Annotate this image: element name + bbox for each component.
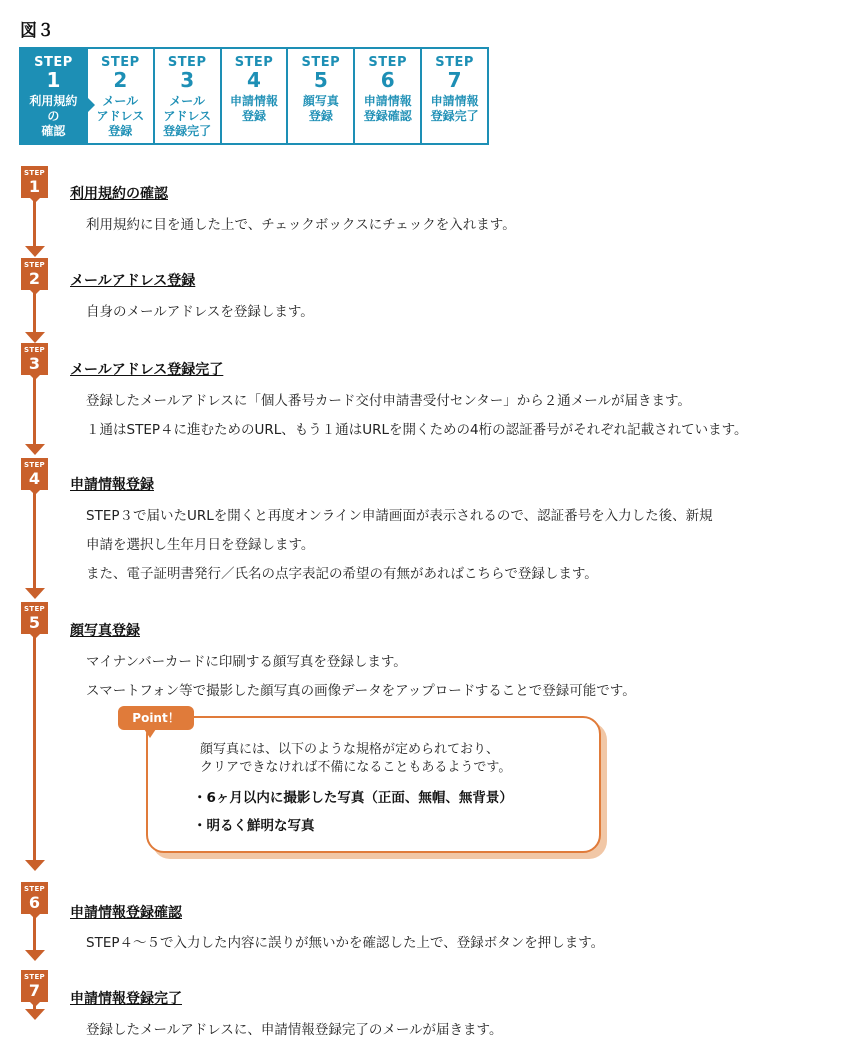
section-text-line: 登録したメールアドレスに「個人番号カード交付申請書受付センター」から２通メールが届きます。 bbox=[86, 393, 691, 409]
section-text-line: 自身のメールアドレスを登録します。 bbox=[86, 304, 314, 320]
section-title-1: 利用規約の確認 bbox=[70, 186, 168, 202]
progress-step-label: STEP bbox=[368, 55, 408, 70]
progress-step-4 bbox=[222, 49, 289, 143]
progress-step-number: 4 bbox=[247, 68, 261, 92]
progress-step-number: 7 bbox=[447, 68, 462, 92]
progress-step-3 bbox=[155, 49, 222, 143]
section-text-line: また、電子証明書発行／氏名の点字表記の希望の有無があればこちらで登録します。 bbox=[86, 566, 598, 582]
section-text-line: スマートフォン等で撮影した顔写真の画像データをアップロードすることで登録可能です。 bbox=[86, 683, 636, 699]
progress-step-number: 3 bbox=[180, 68, 195, 92]
badge-step-number: 3 bbox=[28, 354, 41, 373]
badge-step-number: 6 bbox=[28, 893, 41, 912]
badge-step-label: STEP bbox=[24, 346, 45, 354]
section-title-2: メールアドレス登録 bbox=[70, 273, 196, 289]
down-arrow-icon bbox=[25, 332, 45, 343]
badge-step-label: STEP bbox=[24, 973, 45, 981]
progress-step-label: STEP bbox=[435, 55, 474, 70]
point-text-line: クリアできなければ不備になることもあるようです。 bbox=[200, 760, 512, 775]
progress-step-2 bbox=[88, 49, 155, 143]
progress-step-number: 1 bbox=[46, 68, 61, 92]
section-text-line: STEP４～５で入力した内容に誤りが無いかを確認した上で、登録ボタンを押します。 bbox=[86, 935, 605, 951]
progress-step-label: STEP bbox=[100, 55, 140, 70]
down-arrow-icon bbox=[25, 1009, 45, 1020]
progress-step-label: STEP bbox=[234, 55, 274, 70]
timeline-connector bbox=[33, 372, 36, 450]
progress-step-7 bbox=[422, 49, 487, 143]
step-badge-3 bbox=[21, 343, 48, 375]
badge-step-label: STEP bbox=[24, 261, 45, 269]
section-title-6: 申請情報登録確認 bbox=[70, 905, 182, 921]
progress-step-title: 顔写真 登録 bbox=[302, 94, 339, 123]
section-text-line: STEP３で届いたURLを開くと再度オンライン申請画面が表示されるので、認証番号を入力した後、新規 bbox=[86, 508, 713, 524]
progress-step-title: 利用規約 の 確認 bbox=[29, 94, 78, 138]
point-bullet: ・明るく鮮明な写真 bbox=[193, 818, 315, 834]
down-arrow-icon bbox=[25, 246, 45, 257]
step-badge-2 bbox=[21, 258, 48, 290]
section-title-4: 申請情報登録 bbox=[70, 477, 154, 493]
badge-step-label: STEP bbox=[24, 461, 45, 469]
section-text-line: マイナンバーカードに印刷する顔写真を登録します。 bbox=[86, 654, 407, 670]
badge-step-number: 4 bbox=[28, 469, 41, 488]
progress-step-label: STEP bbox=[301, 55, 341, 70]
badge-step-label: STEP bbox=[24, 605, 45, 613]
badge-step-number: 2 bbox=[28, 269, 41, 288]
step-badge-6 bbox=[21, 882, 48, 914]
step-badge-5 bbox=[21, 602, 48, 634]
progress-step-number: 2 bbox=[113, 68, 128, 92]
step-badge-4 bbox=[21, 458, 48, 490]
badge-step-label: STEP bbox=[24, 885, 45, 893]
section-text-line: １通はSTEP４に進むためのURL、もう１通はURLを開くための4桁の認証番号がそれぞれ記載されています。 bbox=[86, 422, 748, 438]
progress-step-1 bbox=[21, 49, 88, 143]
badge-step-number: 7 bbox=[28, 981, 41, 1000]
down-arrow-icon bbox=[25, 950, 45, 961]
progress-step-label: STEP bbox=[167, 55, 207, 70]
badge-step-number: 1 bbox=[28, 177, 41, 196]
timeline-connector bbox=[33, 628, 36, 866]
section-text-line: 登録したメールアドレスに、申請情報登録完了のメールが届きます。 bbox=[86, 1022, 503, 1038]
timeline-connector bbox=[33, 198, 36, 252]
progress-step-number: 6 bbox=[380, 68, 395, 92]
step-badge-1 bbox=[21, 166, 48, 198]
timeline-connector bbox=[33, 484, 36, 594]
point-tag: Point！ bbox=[118, 706, 194, 730]
section-title-3: メールアドレス登録完了 bbox=[70, 362, 224, 378]
progress-step-number: 5 bbox=[313, 68, 328, 92]
step-badge-7 bbox=[21, 970, 48, 1002]
section-text-line: 利用規約に目を通した上で、チェックボックスにチェックを入れます。 bbox=[86, 217, 516, 233]
progress-step-label: STEP bbox=[34, 55, 73, 70]
down-arrow-icon bbox=[25, 588, 45, 599]
progress-step-title: 申請情報 登録 bbox=[230, 94, 279, 123]
section-text-line: 申請を選択し生年月日を登録します。 bbox=[86, 537, 315, 553]
badge-step-number: 5 bbox=[28, 613, 41, 632]
progress-step-5 bbox=[288, 49, 355, 143]
progress-step-title: 申請情報 登録完了 bbox=[430, 94, 479, 123]
step-progress-bar bbox=[19, 47, 489, 145]
progress-step-title: 申請情報 登録確認 bbox=[363, 94, 412, 123]
section-title-5: 顔写真登録 bbox=[70, 623, 140, 639]
progress-step-title: メール アドレス 登録 bbox=[96, 94, 145, 138]
section-title-7: 申請情報登録完了 bbox=[70, 991, 182, 1007]
progress-step-title: メール アドレス 登録完了 bbox=[163, 94, 212, 138]
point-text-line: 顔写真には、以下のような規格が定められており、 bbox=[200, 742, 500, 757]
point-bullet: ・6ヶ月以内に撮影した写真（正面、無帽、無背景） bbox=[193, 790, 513, 806]
figure-title: 図３ bbox=[20, 21, 54, 41]
down-arrow-icon bbox=[25, 444, 45, 455]
badge-step-label: STEP bbox=[24, 169, 45, 177]
down-arrow-icon bbox=[25, 860, 45, 871]
progress-step-6 bbox=[355, 49, 422, 143]
